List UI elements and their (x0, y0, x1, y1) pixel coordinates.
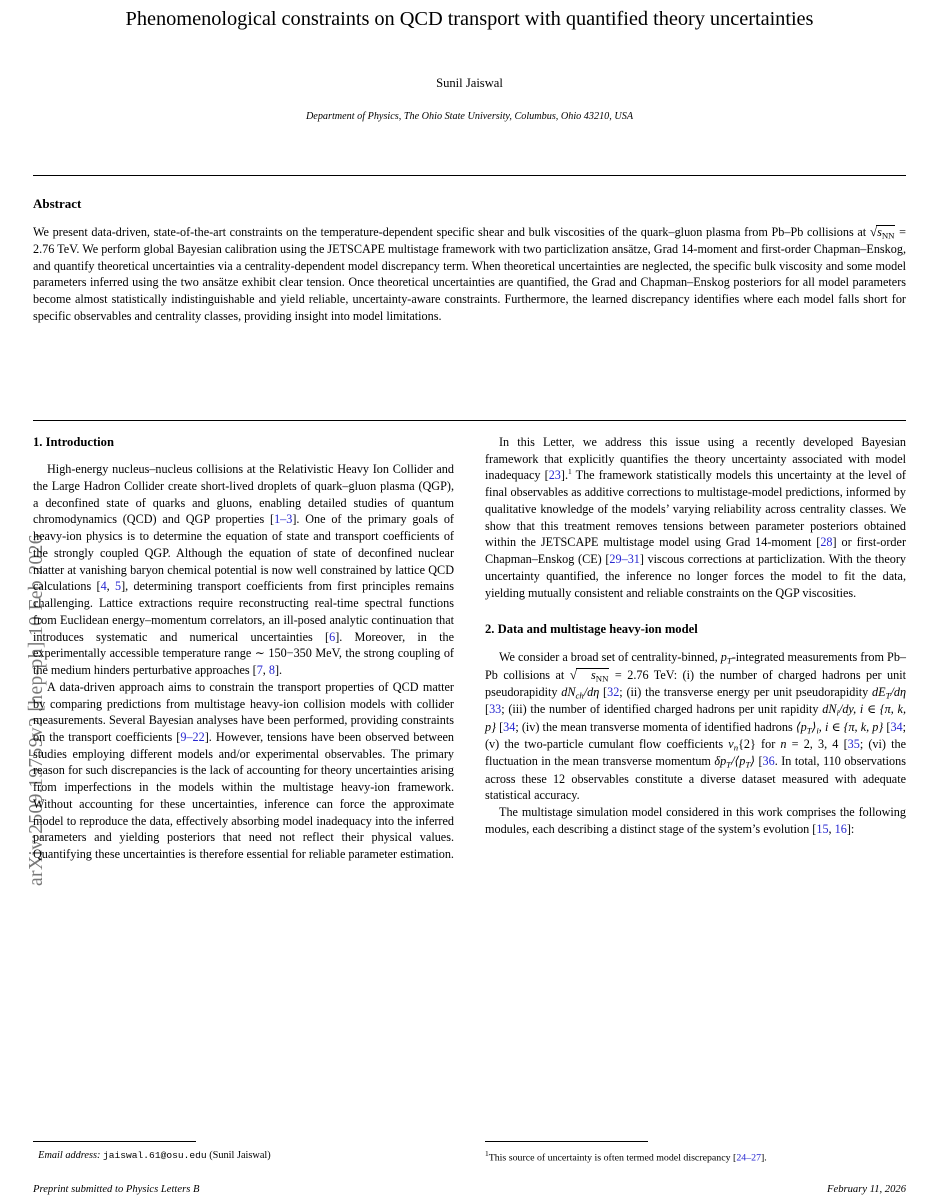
footer-date: February 11, 2026 (827, 1184, 906, 1195)
citation-35[interactable]: 35 (847, 737, 860, 752)
obs3-num: dN (822, 702, 837, 717)
page-footer (33, 1184, 906, 1195)
obs6-sub: T (726, 759, 732, 770)
data-p1-f: ; (iv) the mean transverse momenta of identified hadrons (515, 719, 796, 734)
data-paragraph-1: We consider a broad set of centrality-binned, $p_T$-integrated measurements from Pb–Pb collisions at √ $s_{NN} = 2.76$ TeV: (i) the number of charged hadrons per unit pseudorapidity $dN_{ch}/d\eta$ [32; (ii) the transverse energy per unit pseudorapidity $dE_T/d\eta$ [33; (iii) the number of identified charged hadrons per unit rapidity $dN_i/dy$, i ∈ {π, k, p} [34; (iv) the mean transverse momenta of identified hadrons $⟨p_T⟩_i$, i ∈ {π, k, p} [34; (v) the two-particle cumulant flow coefficients $v_n\{2\}$ for n = 2, 3, 4 [35; (vi) the fluctuation in the mean transverse momentum $\delta p_T/⟨p_T⟩$ [36. In total, 110 observations across these 12 observables constitute a diverse dataset measured with adequate statistical accuracy. (485, 649, 907, 803)
citation-28[interactable]: 28 (820, 535, 833, 550)
left-column (33, 434, 454, 863)
citation-8[interactable]: 8 (268, 663, 275, 678)
data-p2-a: The multistage simulation model considered in this work comprises the following modules, each describing a distinct stage of the system’s evolution [ (485, 805, 906, 836)
intro-p1-e: ]. Moreover, in the experimentally accessible temperature range ∼ 150−350 MeV, the strong coupling of the medium hinders perturbative approaches [ (33, 629, 455, 678)
intro-p2-b: ]. However, tensions have been observed between studies employing different models and/or experimental observables. The primary reason for such discrepancies is the lack of accounting for theory uncertainties arising from imperfections in the models within the multistage heavy-ion framework. Without accounting for these uncertainties, inference can force the approximate model to reproduce the data, effectively absorbing model inadequacy into the inferred parameters and yielding posteriors that need not reflect their physical values. Quantifying these uncertainties is therefore essential for reliable parameter estimation. (33, 730, 454, 862)
data-p2-b: ]: (846, 821, 855, 836)
letter-paragraph-1: In this Letter, we address this issue using a recently developed Bayesian framework that explicitly quantifies the theory uncertainty associated with model inadequacy [23].$^1$ The framework statistically models this uncertainty at the level of final observables as additive corrections to multistage-model predictions, informed by qualitative knowledge of the models’ varying reliability across centrality classes. We show that this treatment removes tensions between parameter posteriors obtained within the JETSCAPE multistage model using Grad 14-moment [28] or first-order Chapman–Enskog (CE) [29–31] viscous corrections at particlization. With the theory uncertainty quantified, the inference no longer forces the model to fit the data, yielding mutually consistent and reliable constraints on the QGP viscosities. (485, 435, 906, 600)
data-p1-g: ; (v) the two-particle cumulant flow coefficients (485, 719, 907, 752)
citation-4[interactable]: 4 (100, 579, 107, 594)
letter-p1-b: The framework statistically models this uncertainty at the level of final observables as additive corrections to multistage-model predictions, informed by qualitative knowledge of the models’ varying reliability across centrality classes. We show that this treatment removes tensions between parameter posteriors obtained within the JETSCAPE multistage model using Grad 14-moment [ (485, 468, 906, 550)
right-column (485, 434, 906, 863)
footnote-text-a: This source of uncertainty is often termed model discrepancy [ (488, 1152, 737, 1164)
obs2-sub: T (885, 690, 891, 701)
citation-16[interactable]: 16 (834, 821, 847, 836)
page-title: Phenomenological constraints on QCD transport with quantified theory uncertainties (125, 8, 814, 30)
obs4-a: ⟨p (795, 719, 807, 734)
footnote-right (485, 1141, 906, 1165)
letter-p1-d: ] viscous corrections at particlization. With the theory uncertainty quantified, the inference no longer forces the model to fit the data, yielding mutually consistent and reliable constraints on the QGP viscosities. (485, 552, 906, 600)
letter-p1-c: ] or first-order Chapman–Enskog (CE) [ (485, 535, 906, 567)
data-paragraph-2: The multistage simulation model considered in this work comprises the following modules, each describing a distinct stage of the system’s evolution [15, 16]: (485, 805, 906, 836)
discrepancy-footnote (485, 1149, 906, 1165)
paper-page (33, 0, 906, 1200)
preprint-note: Preprint submitted to Physics Letters B (33, 1184, 200, 1195)
citation-23[interactable]: 23 (548, 468, 561, 483)
citation-24-27[interactable]: 24–27 (736, 1152, 762, 1164)
obs5-sub: n (733, 742, 739, 753)
citation-32[interactable]: 32 (607, 685, 620, 700)
footnote-left (33, 1141, 454, 1165)
body-columns (33, 434, 906, 863)
citation-34[interactable]: 34 (503, 719, 516, 734)
sqrt-subscript: NN (881, 230, 895, 241)
footnote-marker-1[interactable]: 1 (568, 467, 572, 477)
obs6-b: /⟨p (731, 754, 746, 769)
obs1-den: /dη (583, 685, 600, 700)
data-p1-i: = 2, 3, 4 (786, 737, 844, 752)
sqrt-snn-abstract: $√s_{NN}$ (869, 224, 895, 241)
author-affiliation: Department of Physics, The Ohio State University, Columbus, Ohio 43210, USA (305, 111, 634, 123)
observable-dni-dy (822, 702, 853, 716)
email-owner: (Sunil Jaiswal) (206, 1150, 271, 1161)
citation-5[interactable]: 5 (115, 579, 122, 594)
email-label: Email address: (38, 1150, 101, 1161)
data-p1-k: . In total, 110 observations across these 12 observables constitute a diverse dataset measured with adequate statistical accuracy. (485, 754, 906, 803)
citation-7[interactable]: 7 (256, 663, 263, 678)
data-p1-d: ; (ii) the transverse energy per unit pseudorapidity (619, 685, 873, 700)
obs2-den: /dη (890, 685, 906, 700)
observable-det-deta (872, 685, 906, 699)
sqrt-radicand-body: s (591, 668, 596, 682)
footnotes-area (33, 1141, 906, 1165)
intro-p1-a: High-energy nucleus–nucleus collisions at the Relativistic Heavy Ion Collider and the Large Hadron Collider create short-lived droplets of quark–gluon plasma (QGP), a deconfined state of quarks and gluons, enabling detailed studies of quantum chromodynamics (QCD) and QGP properties [ (33, 462, 454, 527)
intro-p1-b: ]. One of the primary goals of heavy-ion physics is to determine the equation of state and transport coefficients of the strongly coupled QGP. Although the equation of state of deconfined nuclear matter at vanishing baryon chemical potential is now well constrained by lattice QCD calculations [ (33, 512, 454, 594)
observable-dnch-deta (561, 685, 599, 699)
data-p1-e: ; (iii) the number of identified charged hadrons per unit rapidity (501, 702, 823, 717)
obs3-set: , i ∈ {π, k, p} (485, 702, 907, 734)
abstract-text (33, 223, 906, 325)
obs5-a: v (728, 737, 734, 752)
obs2-num: dE (872, 685, 886, 700)
data-p1-c: = 2.76 TeV: (i) the number of charged hadrons per unit pseudorapidity (485, 668, 907, 700)
abstract-part-1: We present data-driven, state-of-the-art constraints on the temperature-dependent specific shear and bulk viscosities of the quark–gluon plasma from Pb–Pb collisions at (33, 225, 870, 239)
intro-p1-d: ], determining transport coefficients from first principles remains challenging. Lattice extractions require reconstructing real-time spectral functions from Euclidean energy–momentum correlators, an ill-posed analytic continuation that introduces systematic and numerical uncertainties [ (33, 579, 455, 644)
citation-15[interactable]: 15 (816, 821, 829, 836)
observable-vn2 (728, 737, 756, 751)
letter-p1-a: In this Letter, we address this issue using a recently developed Bayesian framework that explicitly quantifies the theory uncertainty associated with model inadequacy [ (485, 435, 906, 483)
footnote-number: 1 (485, 1149, 489, 1158)
data-p1-a: We consider a broad set of centrality-binned, (499, 649, 721, 664)
rule-below-abstract (33, 420, 906, 421)
obs6-a: δp (714, 754, 727, 769)
obs4-sub2: i (816, 725, 819, 735)
obs5-n: n (780, 737, 787, 752)
obs1-sub: ch (575, 690, 584, 701)
obs6-sub2: T (745, 759, 751, 770)
pt-subscript: T (726, 654, 732, 665)
symbol-pt (721, 650, 732, 664)
citation-9-22[interactable]: 9–22 (180, 730, 205, 745)
footnote-text-b: ]. (761, 1152, 767, 1164)
section-heading-introduction: 1. Introduction (33, 435, 114, 449)
abstract-heading: Abstract (33, 196, 82, 211)
citation-6[interactable]: 6 (329, 629, 336, 644)
obs1-num: dN (561, 685, 576, 700)
citation-36[interactable]: 36 (762, 754, 775, 769)
intro-paragraph-2 (33, 679, 454, 863)
sqrt-subscript-body: NN (595, 673, 609, 684)
arxiv-stamp: arXiv:2509.19759v2 [hep-ph] 10 Feb 2026 (26, 534, 47, 886)
data-p1-h: for (755, 737, 781, 752)
obs5-b: {2} (738, 737, 756, 752)
footnote-rule-right (485, 1141, 648, 1142)
intro-paragraph-1: High-energy nucleus–nucleus collisions at the Relativistic Heavy Ion Collider and the Large Hadron Collider create short-lived droplets of quark–gluon plasma (QGP), a deconfined state of quarks and gluons, enabling detailed studies of quantum chromodynamics (QCD) and QGP properties [1–3]. One of the primary goals of heavy-ion physics is to determine the equation of state and transport coefficients of the strongly coupled QGP. Although the equation of state of deconfined nuclear matter at vanishing baryon chemical potential is now well constrained by lattice QCD calculations [4, 5], determining transport coefficients from first principles remains challenging. Lattice extractions require reconstructing real-time spectral functions from Euclidean energy–momentum correlators, an ill-posed analytic continuation that introduces systematic and numerical uncertainties [6]. Moreover, in the experimentally accessible temperature range ∼ 150−350 MeV, the strong coupling of the medium hinders perturbative approaches [7, 8]. (33, 462, 455, 678)
author-name: Sunil Jaiswal (436, 76, 503, 91)
abstract-part-2: = 2.76 TeV. We perform global Bayesian calibration using the JETSCAPE multistage framework with two particlization ansätze, Grad 14-moment and first-order Chapman–Enskog, and quantify theoretical uncertainties via a centrality-dependent model discrepancy term. When theoretical uncertainties are neglected, the specific bulk viscosity and some model parameters inferred using the two ansätze exhibit clear tension. Once theoretical uncertainties are quantified, the Grad and Chapman–Enskog posteriors for all model parameters become almost statistically indistinguishable and yield reliable, uncertainty-aware constraints. Furthermore, the learned discrepancy identifies where each model falls short for specific observables and centrality classes, providing insight into model limitations. (33, 225, 907, 323)
email-footnote (33, 1149, 454, 1162)
citation-1-3[interactable]: 1–3 (274, 512, 293, 527)
intro-p1-f: ]. (274, 663, 283, 678)
intro-p2-a: A data-driven approach aims to constrain the transport properties of QCD matter by comparing predictions from multistage heavy-ion collision models with collider measurements. Several Bayesian analyses have been performed, providing constraints on the transport coefficients [ (33, 679, 454, 745)
section-heading-data-model: 2. Data and multistage heavy-ion model (485, 622, 698, 637)
sqrt-snn-body: √ $s_{NN}$ (569, 667, 609, 684)
obs4-b: ⟩ (811, 719, 817, 734)
citation-33[interactable]: 33 (489, 702, 502, 717)
pt-symbol: p (720, 649, 727, 664)
footnote-rule-left (33, 1141, 196, 1142)
observable-mean-pt (796, 720, 819, 734)
obs3-sub: i (836, 707, 839, 718)
citation-34-b[interactable]: 34 (890, 719, 903, 734)
data-p1-b: -integrated measurements from Pb–Pb collisions at (485, 649, 907, 682)
email-address[interactable]: jaiswal.61@osu.edu (103, 1150, 207, 1161)
citation-29-31[interactable]: 29–31 (609, 552, 640, 567)
rule-above-abstract (33, 175, 906, 176)
sqrt-radicand: s (877, 225, 882, 239)
obs4-set: , i ∈ {π, k, p} (818, 719, 887, 734)
abstract-section (33, 196, 906, 325)
obs3-den: /dy (838, 702, 854, 717)
data-p1-j: ; (vi) the fluctuation in the mean transverse momentum (485, 737, 907, 769)
obs4-sub: T (806, 725, 812, 735)
obs6-c: ⟩ (750, 754, 755, 769)
observable-delta-pt (714, 754, 755, 768)
